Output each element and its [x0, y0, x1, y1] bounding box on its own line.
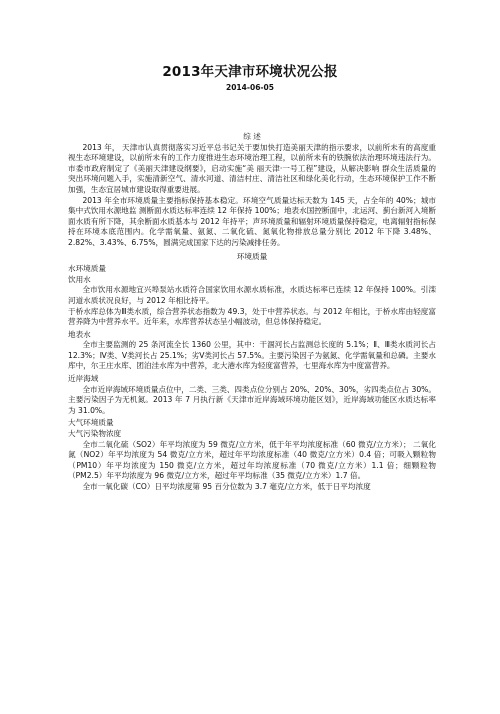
subheading-water: 水环境质量 [68, 264, 106, 274]
report-title: 2013年天津市环境状况公报 [162, 64, 338, 80]
overview-paragraph-1: 2013 年， 天津市认真贯彻落实习近平总书记关于要加快打造美丽天津的指示要求，以前所未有的高度重视生态环境建设，以前所未有的工作力度推进生态环境治理工程，以前所未有的铁腕依法治理环境违法行为。市委市政府制定了《美丽天津建设纲要》，启动实施“美 丽天津·一号工程”建设，从解决影响 群众生活质量的突出环境问题入手，实施清新空气、清水河道、清洁村庄、清洁社区和绿化美化行动，生态环境保护工作不断加强，生态宜居城市建设取得重要进展。 [68, 142, 436, 194]
subheading-drinking-water: 饮用水 [68, 274, 91, 284]
subheading-air: 大气环境质量 [68, 418, 114, 428]
subheading-coastal: 近岸海域 [68, 374, 99, 384]
section-heading-overview: 综 述 [243, 132, 261, 141]
subheading-air-pollutants: 大气污染物浓度 [68, 429, 122, 439]
drinking-paragraph-2: 于桥水库总体为Ⅲ类水质，综合营养状态指数为 49.3，处于中营养状态。与 2012 年相比，于桥水库由轻度富营养降为中营养水平。近年来，水库营养状态呈小幅波动，但总体保持稳定。 [68, 306, 436, 327]
report-body [68, 132, 436, 493]
surface-paragraph-1: 全市主要监测的 25 条河流全长 1360 公里，其中：干涸河长占监测总长度的 5.1%；Ⅱ、Ⅲ类水质河长占 12.3%；Ⅳ类、Ⅴ类河长占 25.1%；劣Ⅴ类河长占 57.5%。主要污染因子为氨氮、化学需氧量和总磷。主要水库中，尔王庄水库、团泊洼水库为中营养，北大港水库为轻度富营养，七里海水库为中度富营养。 [68, 340, 436, 371]
air-paragraph-2: 全市一氧化碳（CO）日平均浓度第 95 百分位数为 3.7 毫克/立方米，低于日平均浓度 [82, 482, 371, 491]
subheading-surface-water: 地表水 [68, 329, 91, 339]
report-date: 2014-06-05 [226, 83, 274, 92]
coastal-paragraph-1: 全市近岸海域环境质量点位中，二类、三类、四类点位分别占 20%、20%、30%，劣四类点位占 30%。主要污染因子为无机氮。2013 年 7 月执行新《天津市近岸海域环境功能区划》，近岸海域功能区水质达标率为 31.0%。 [68, 384, 436, 415]
air-paragraph-1: 全市二氧化硫（SO2）年平均浓度为 59 微克/立方米，低于年平均浓度标准（60 微克/立方米）； 二氧化氮（NO2）年平均浓度为 54 微克/立方米，超过年平均浓度标准（40 微克/立方米）0.4 倍；可吸入颗粒物（PM10）年平均浓度为 150 微克/立方米，超过年均浓度标准（70 微克/立方米）1.1 倍；细颗粒物（PM2.5）年平均浓度为 96 微克/立方米，超过年平均标准（35 微克/立方米）1.7 倍。 [68, 439, 436, 481]
overview-paragraph-2: 2013 年全市环境质量主要指标保持基本稳定。环境空气质量达标天数为 145 天，占全年的 40%；城市集中式饮用水源地监 测断面水质达标率连续 12 年保持 100%；地表水国控断面中，北运河、蓟台新河入境断面水质有所下降，其余断面水质基本与 2012 年持平；声环境质量和辐射环境质量保持稳定，电离辐射指标保持在环境本底范围内。化学需氧量、氨氮、二氧化硫、氮氧化物排放总量分别比 2012 年下降 3.48%、2.82%、3.43%、6.75%，圆满完成国家下达的污染减排任务。 [68, 195, 436, 247]
section-heading-env-quality: 环境质量 [236, 251, 268, 261]
drinking-paragraph-1: 全市饮用水源地宜兴埠泵站水质符合国家饮用水源水质标准，水质达标率已连续 12 年保持 100%。引滦河道水质状况良好，与 2012 年相比持平。 [68, 285, 436, 305]
